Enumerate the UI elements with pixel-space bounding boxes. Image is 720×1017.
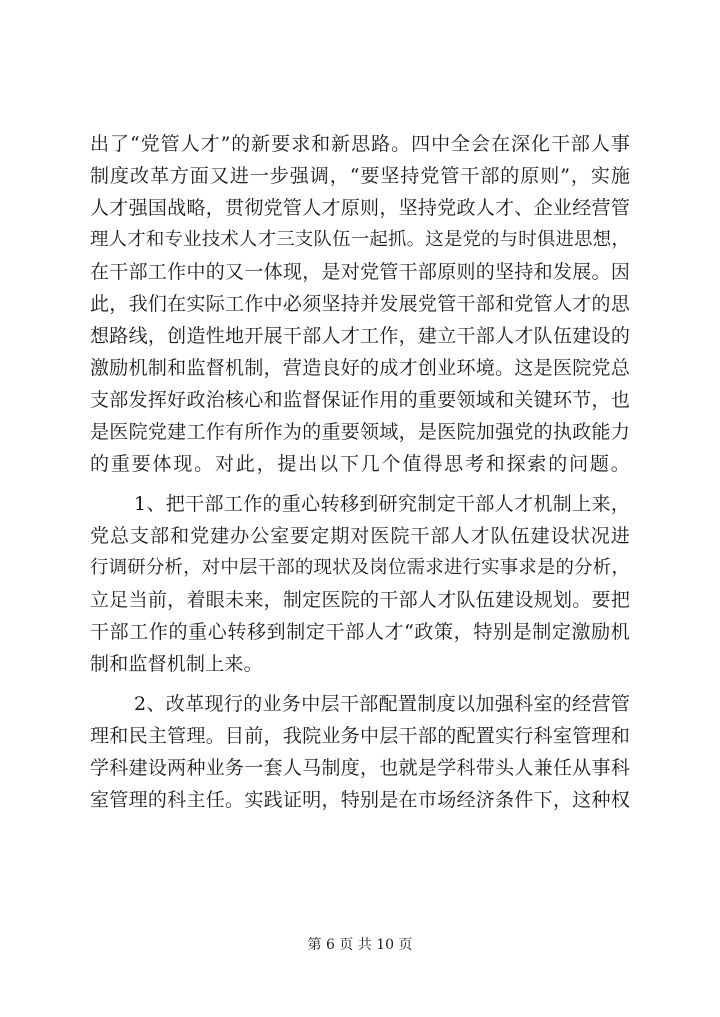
text-line: 室管理的科主任。实践证明，特别是在市场经济条件下，这种权 <box>90 789 631 811</box>
text-line: 人才强国战略，贯彻党管人才原则，坚持党政人才、企业经营管 <box>90 197 631 219</box>
text-line: 激励机制和监督机制，营造良好的成才创业环境。这是医院党总 <box>90 357 631 379</box>
text-line: 1、把干部工作的重心转移到研究制定干部人才机制上来， <box>134 493 631 515</box>
body-text <box>90 128 630 816</box>
page-number-footer: 第 6 页 共 10 页 <box>307 937 413 953</box>
text-line: 立足当前，着眼未来，制定医院的干部人才队伍建设规划。要把 <box>90 589 631 611</box>
text-line: 学科建设两种业务一套人马制度，也就是学科带头人兼任从事科 <box>90 757 631 779</box>
text-line: 此，我们在实际工作中必须坚持并发展党管干部和党管人才的思 <box>90 293 631 315</box>
text-line: 出了“党管人才”的新要求和新思路。四中全会在深化干部人事 <box>90 133 631 155</box>
text-line: 理和民主管理。目前，我院业务中层干部的配置实行科室管理和 <box>90 725 631 747</box>
text-line: 干部工作的重心转移到制定干部人才“政策，特别是制定激励机 <box>90 621 631 643</box>
text-line: 的重要体现。对此，提出以下几个值得思考和探索的问题。 <box>90 453 632 475</box>
text-line: 在干部工作中的又一体现，是对党管干部原则的坚持和发展。因 <box>90 261 631 283</box>
text-line: 制度改革方面又进一步强调，“要坚持党管干部的原则”，实施 <box>90 165 631 187</box>
text-line: 行调研分析，对中层干部的现状及岗位需求进行实事求是的分析， <box>90 557 631 578</box>
text-line: 制和监督机制上来。 <box>90 653 263 675</box>
text-line: 想路线，创造性地开展干部人才工作，建立干部人才队伍建设的 <box>90 325 631 347</box>
text-line: 党总支部和党建办公室要定期对医院干部人才队伍建设状况进 <box>90 525 631 547</box>
text-line: 是医院党建工作有所作为的重要领域，是医院加强党的执政能力 <box>90 421 631 443</box>
text-line: 2、改革现行的业务中层干部配置制度以加强科室的经营管 <box>134 693 631 715</box>
text-line: 支部发挥好政治核心和监督保证作用的重要领域和关键环节，也 <box>90 389 631 411</box>
text-line: 理人才和专业技术人才三支队伍一起抓。这是党的与时俱进思想， <box>90 229 631 250</box>
